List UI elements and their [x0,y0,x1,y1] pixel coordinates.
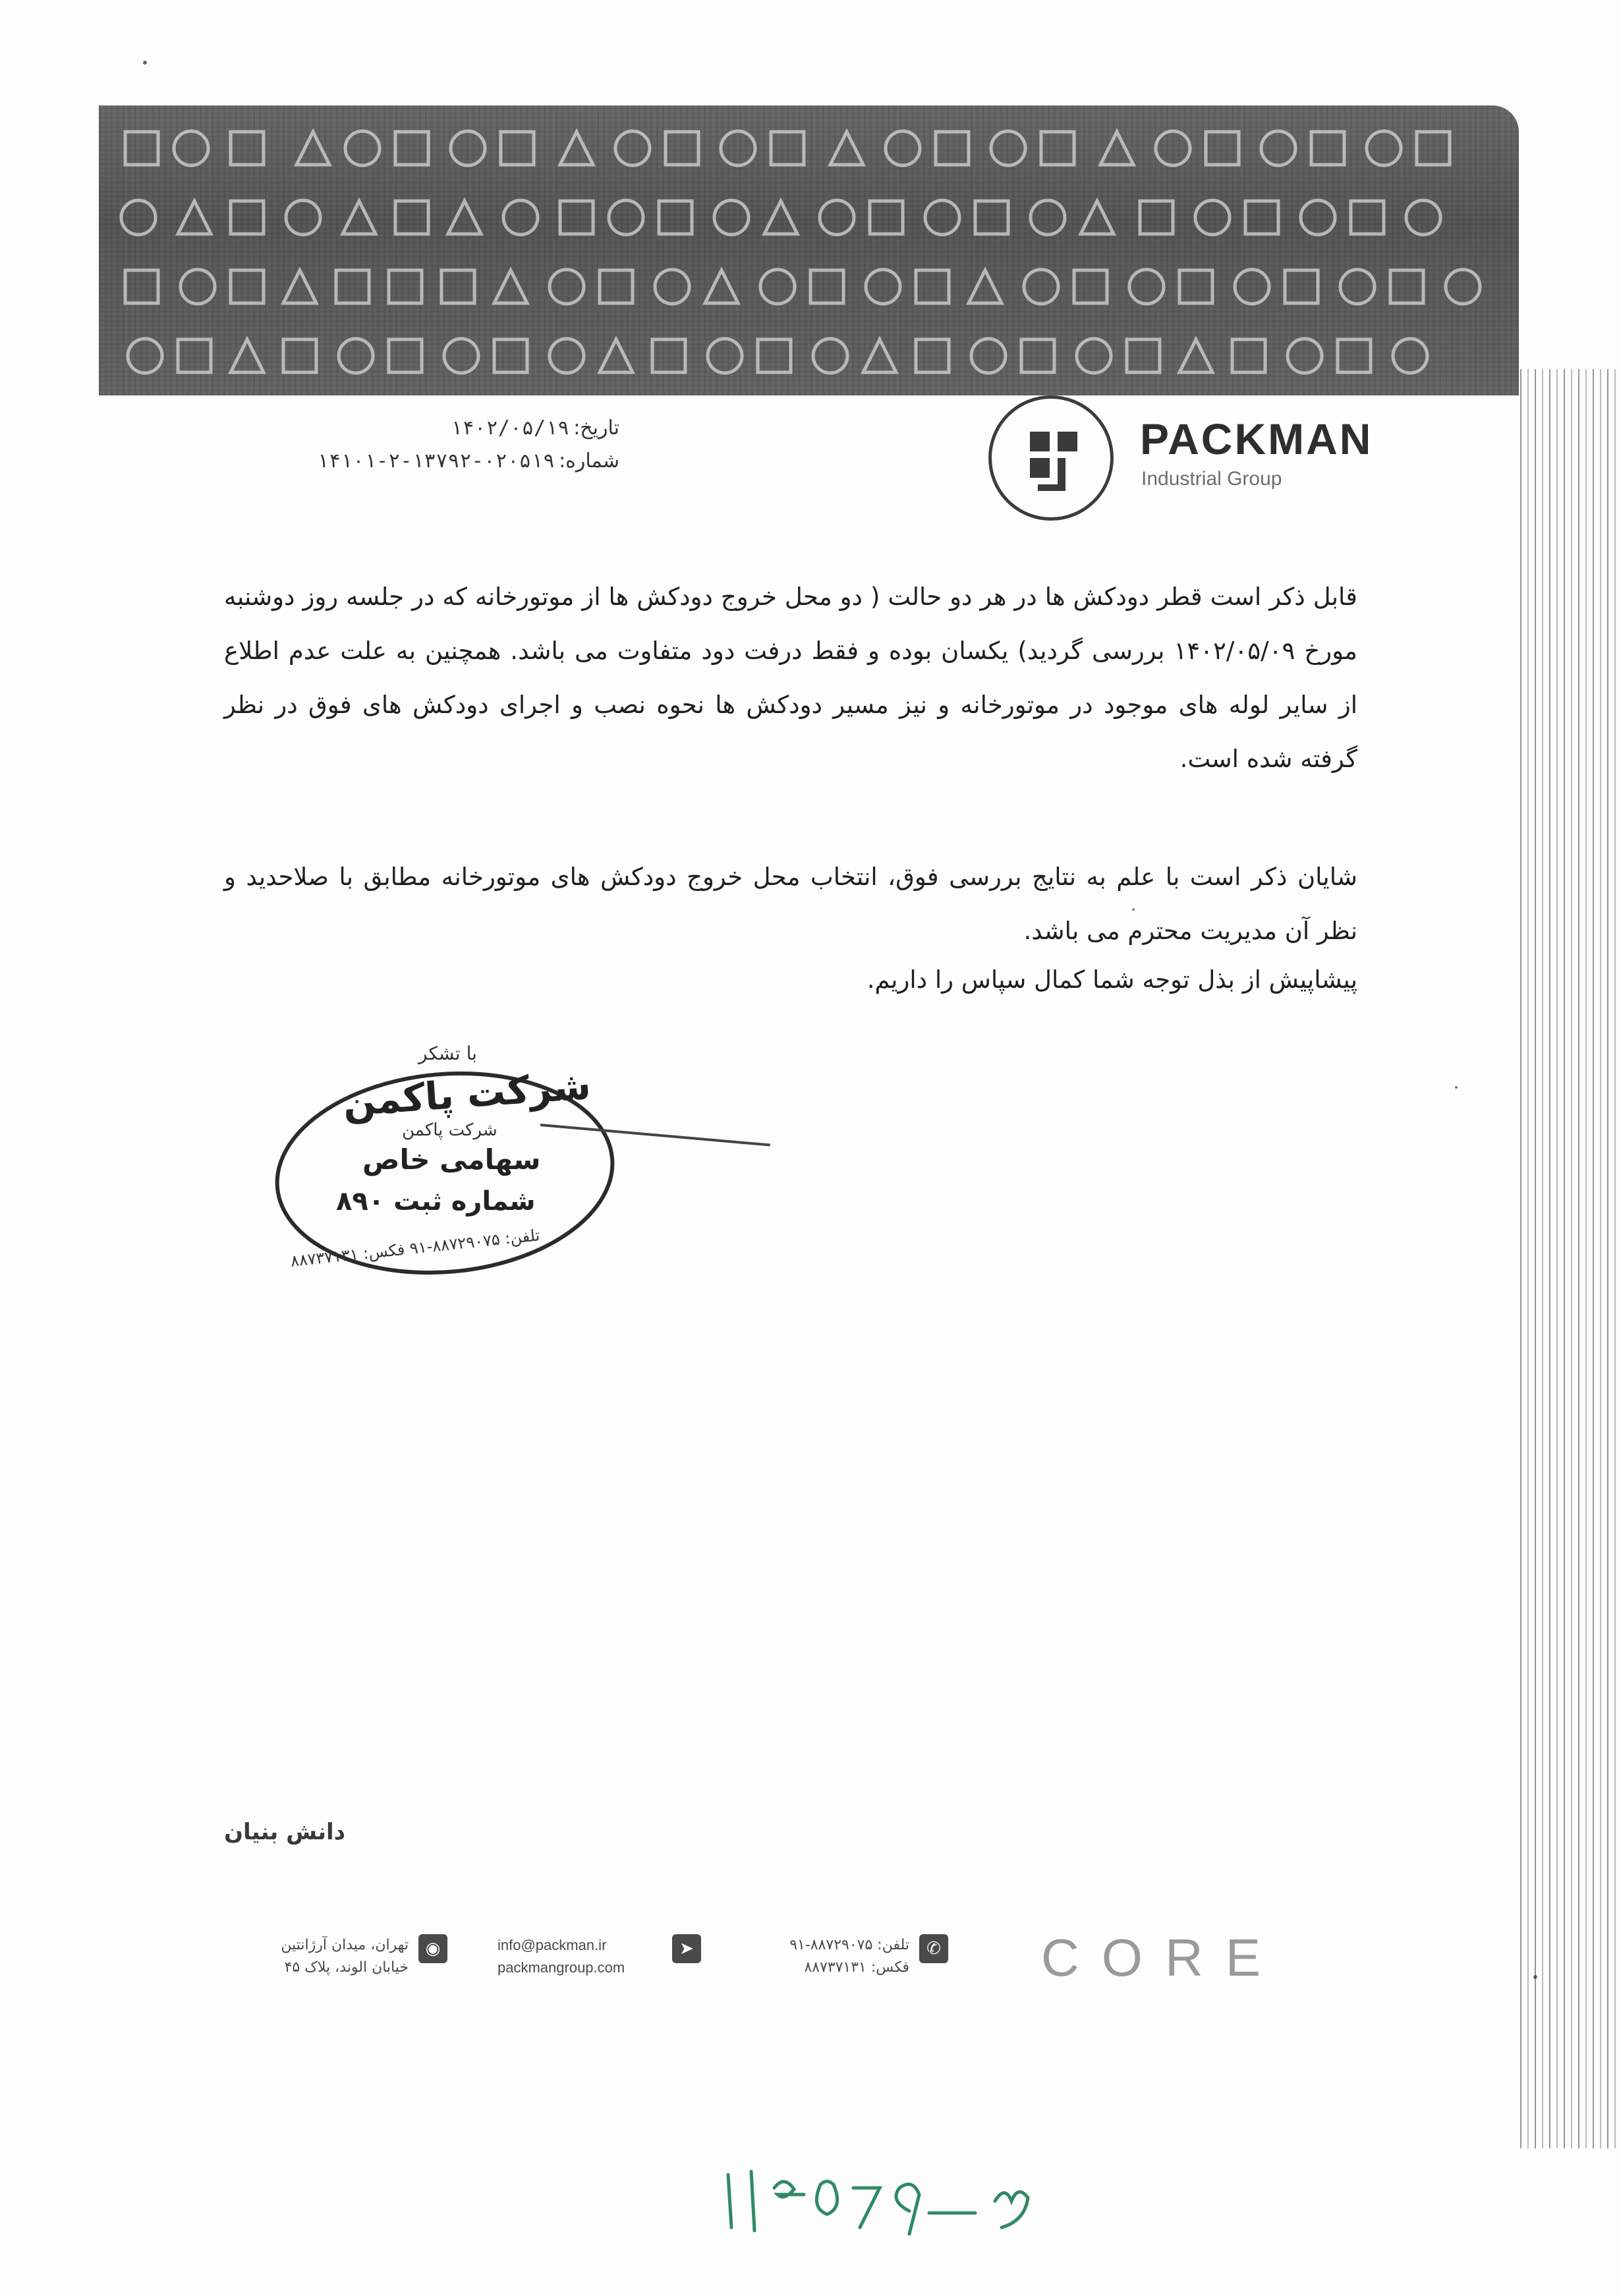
logo-emblem [988,395,1114,521]
body-paragraph-1: قابل ذکر است قطر دودکش ها در هر دو حالت ( دو محل خروج دودکش ها از موتورخانه که در جلسه روز دوشنبه مورخ ۱۴۰۲/۰۵/۰۹ بررسی گردید) یکسان بوده و فقط درفت دود متفاوت می باشد. همچنین به علت عدم اطلاع از سایر لوله های موجود در موتورخانه و نیز مسیر دودکش ها نحوه نصب و اجرای دودکش های فوق در نظر گرفته شده است. [224,583,1358,773]
date-label: تاریخ: [573,416,619,440]
logo-subtitle: Industrial Group [1141,468,1282,490]
date-value: ۱۴۰۲/۰۵/۱۹ [450,416,570,440]
number-row [277,445,619,478]
body-paragraph-3: پیشاپیش از بذل توجه شما کمال سپاس را داریم. [866,965,1357,994]
fax-value: ۸۸۷۳۷۱۳۱ [804,1959,866,1976]
logo-name: PACKMAN [1140,415,1373,463]
company-stamp [264,1041,633,1285]
scanner-edge [1520,369,1619,2148]
stamp-phone-line: تلفن: ۸۸۷۲۹۰۷۵-۹۱ فکس: ۸۸۷۳۷۱۳۱ [289,1226,541,1271]
stamp-company-type: سهامی خاص [362,1143,541,1176]
knowledge-based-label: دانش بنیان [224,1819,346,1845]
address-line-1: تهران، میدان آرژانتین [281,1937,409,1953]
footer-email[interactable]: info@packman.ir [497,1937,607,1953]
body-paragraph-2: شایان ذکر است با علم به نتایج بررسی فوق، انتخاب محل خروج دودکش های موتورخانه مطابق با صلاحدید و نظر آن مدیریت محترم می باشد. [224,863,1357,945]
stamp-greeting: با تشکر [418,1043,477,1064]
handwritten-ink [712,2148,1054,2241]
phone-icon: ✆ [919,1934,948,1963]
footer-web [497,1934,662,1987]
fax-row [751,1957,909,1979]
phone-row [751,1934,909,1957]
send-icon: ➤ [672,1934,701,1963]
handwritten-reference-number [712,2148,1054,2241]
phone-value: ۸۸۷۲۹۰۷۵-۹۱ [789,1937,873,1953]
letter-meta [277,412,619,478]
company-logo [988,395,1384,527]
footer [244,1928,1410,2000]
core-brand-mark: CORE [1041,1928,1284,1987]
phone-label: تلفن: [877,1937,909,1953]
stamp-registration: شماره ثبت ۸۹۰ [336,1186,536,1217]
header-banner [99,105,1519,395]
address-line-2: خیابان الوند، پلاک ۴۵ [284,1959,409,1976]
banner-pattern [99,105,1519,395]
footer-address [244,1934,409,1987]
footer-contact [751,1934,909,1987]
location-icon: ◉ [418,1934,447,1963]
stamp-company-small: شرکت پاکمن [402,1120,497,1140]
fax-label: فکس: [870,1959,909,1976]
date-row [277,412,619,445]
footer-website[interactable]: packmangroup.com [497,1959,625,1976]
logo-mark-icon [1018,425,1091,498]
number-value: ۰۲۰۵۱۹-۱۳۷۹۲-۲-۱۴۱۰۱ [316,449,555,473]
stamp-company-name: شرکت پاکمن [341,1062,592,1126]
number-label: شماره: [559,449,619,473]
